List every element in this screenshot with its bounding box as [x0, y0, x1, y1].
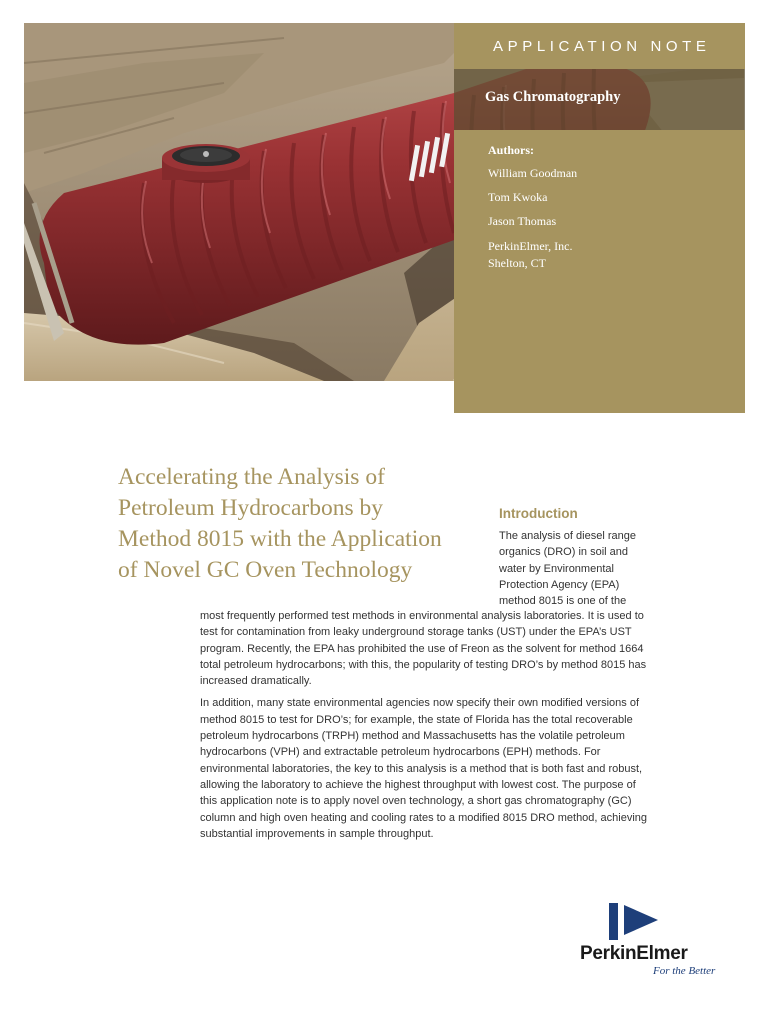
author-organization: PerkinElmer, Inc.	[488, 239, 573, 253]
perkinelmer-mark-icon	[574, 900, 724, 944]
title-line: Method 8015 with the Application	[118, 526, 442, 552]
intro-line: The analysis of diesel range	[499, 530, 636, 542]
category-band	[454, 69, 745, 130]
article-title	[118, 462, 490, 586]
logo-tagline: For the Better	[653, 965, 716, 977]
category-label: Gas Chromatography	[485, 89, 621, 105]
author-name: Jason Thomas	[488, 214, 557, 228]
logo-wordmark: PerkinElmer	[580, 943, 688, 964]
intro-line: water by Environmental	[499, 562, 614, 575]
intro-line: method 8015 is one of the	[499, 595, 627, 608]
authors-label: Authors:	[488, 143, 535, 157]
author-name: Tom Kwoka	[488, 190, 548, 204]
author-location: Shelton, CT	[488, 256, 547, 270]
intro-paragraph-continued: most frequently performed test methods in environmental analysis laboratories. It is used to test for contamination from leaky underground storage tanks (UST) under the EPA’s UST program. Recently, the EPA has prohibited the use of Freon as the solvent for method 1664 total petroleum hydrocarbons; with this, the popularity of testing DRO’s by method 8015 has increased dramatically.	[200, 610, 647, 688]
paragraph: In addition, many state environmental agencies now specify their own modified versions of method 8015 to test for DRO’s; for example, the state of Florida has the total recoverable petroleum hydrocarbons (TRPH) method and Massachusetts has the volatile petroleum hydrocarbons (VPH) and extractable petroleum hydrocarbons (EPH) methods. For environmental laboratories, the key to this analysis is a method that is both fast and robust, allowing the laboratory to achieve the highest throughput with lowest cost. The purpose of this application note is to apply novel oven technology, a short gas chromatography (GC) column and high oven heating and cooling rates to a modified 8015 DRO method, achieving substantial improvements in sample throughput.	[200, 697, 648, 840]
title-line: Petroleum Hydrocarbons by	[118, 495, 383, 521]
article-body	[200, 608, 652, 848]
title-line: of Novel GC Oven Technology	[118, 557, 413, 583]
application-note-label: APPLICATION NOTE	[493, 37, 711, 55]
application-note-band	[454, 23, 745, 69]
introduction-heading: Introduction	[499, 506, 578, 521]
perkinelmer-logo	[574, 900, 724, 980]
authors-panel	[454, 130, 745, 413]
intro-line: organics (DRO) in soil and	[499, 546, 628, 559]
title-line: Accelerating the Analysis of	[118, 464, 385, 490]
introduction-column-text	[499, 528, 649, 609]
author-name: William Goodman	[488, 166, 578, 180]
intro-line: Protection Agency (EPA)	[499, 578, 620, 591]
